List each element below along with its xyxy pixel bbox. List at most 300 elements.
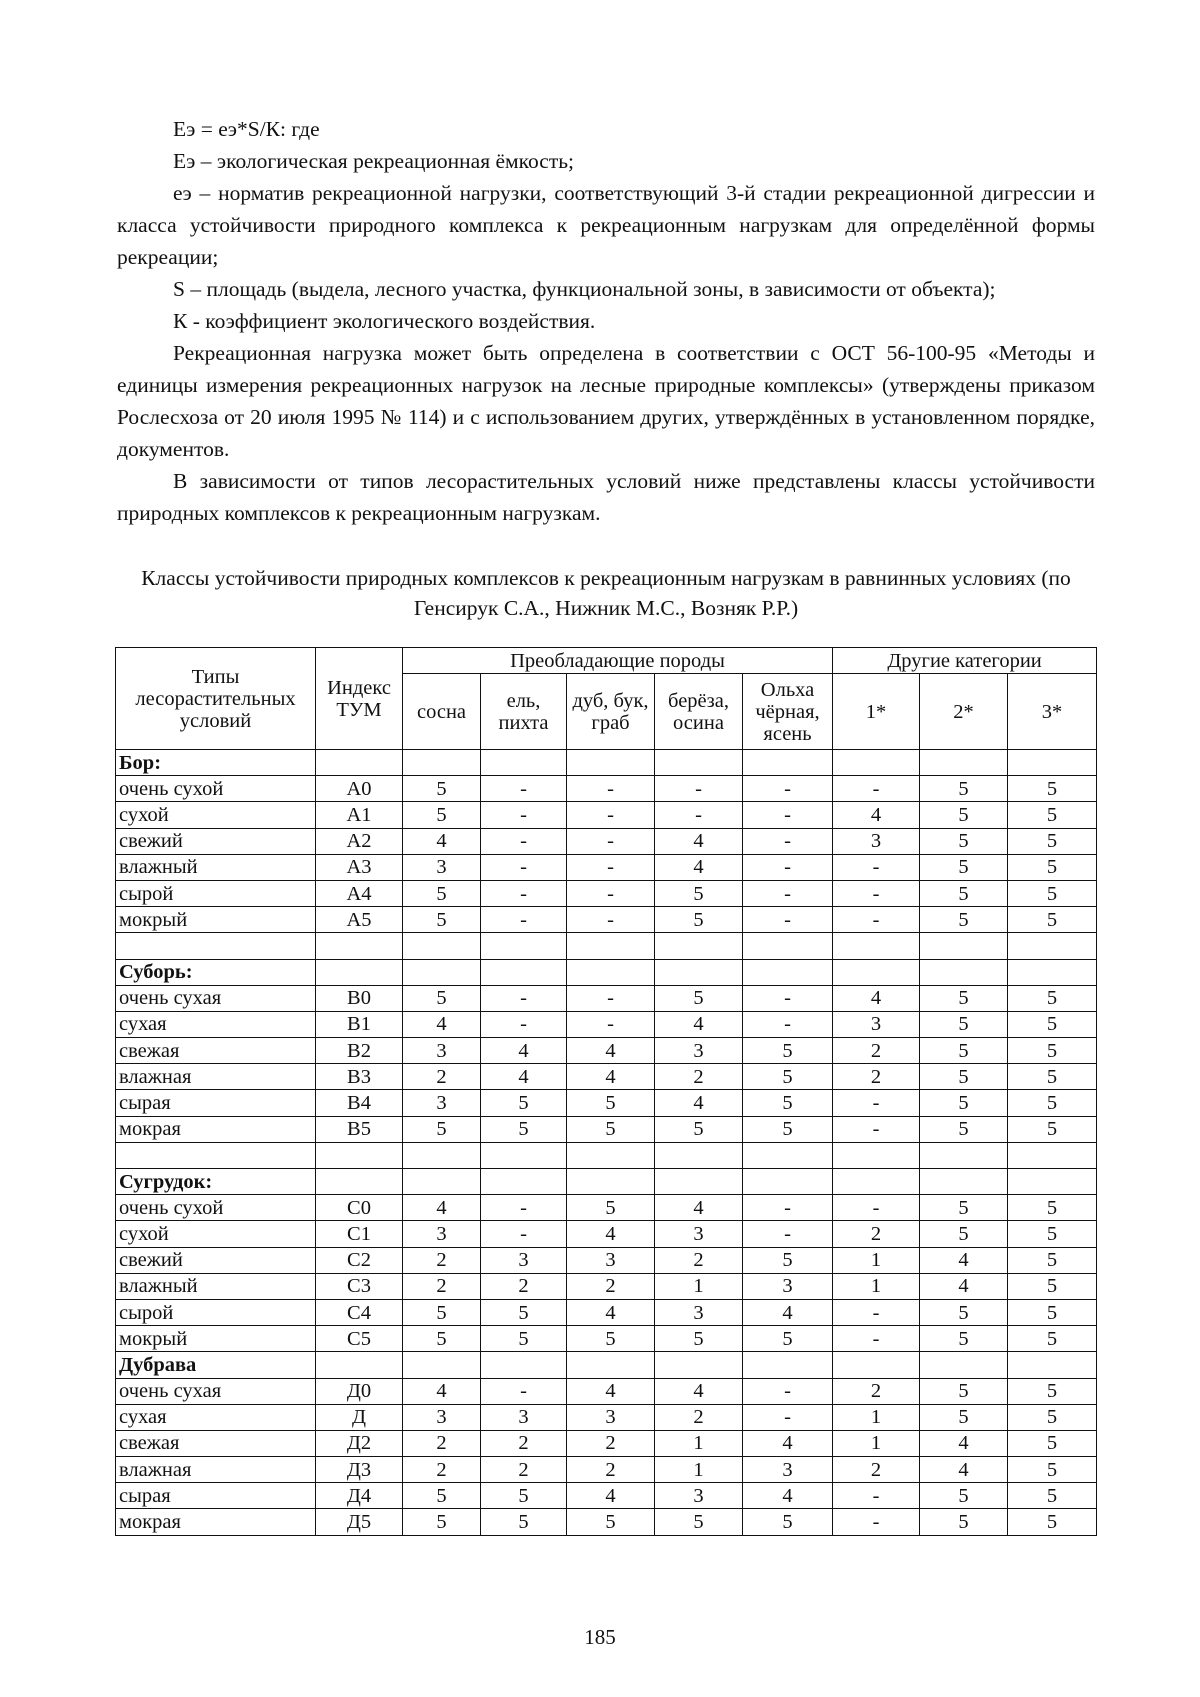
value-cell: 5 xyxy=(567,1195,655,1221)
empty-cell xyxy=(316,1352,403,1378)
value-cell: 2 xyxy=(403,1457,481,1483)
value-cell: 5 xyxy=(1008,1273,1097,1299)
empty-cell xyxy=(567,1352,655,1378)
value-cell: 2 xyxy=(567,1430,655,1456)
value-cell: 5 xyxy=(481,1090,567,1116)
value-cell: 5 xyxy=(743,1509,833,1535)
value-cell: - xyxy=(481,985,567,1011)
stability-classes-table xyxy=(115,647,1097,1536)
value-cell: 2 xyxy=(481,1273,567,1299)
value-cell: 2 xyxy=(833,1064,920,1090)
value-cell: 4 xyxy=(655,1195,743,1221)
value-cell: - xyxy=(743,776,833,802)
value-cell: - xyxy=(481,880,567,906)
value-cell: - xyxy=(743,828,833,854)
row-index: В1 xyxy=(316,1011,403,1037)
value-cell: 4 xyxy=(655,1011,743,1037)
row-name: очень сухая xyxy=(116,985,316,1011)
value-cell: 5 xyxy=(920,802,1008,828)
value-cell: 3 xyxy=(567,1247,655,1273)
value-cell: - xyxy=(833,1090,920,1116)
value-cell: 5 xyxy=(481,1483,567,1509)
value-cell: 5 xyxy=(481,1509,567,1535)
value-cell: - xyxy=(481,776,567,802)
value-cell: 4 xyxy=(655,828,743,854)
value-cell: 5 xyxy=(1008,1430,1097,1456)
value-cell: 4 xyxy=(743,1430,833,1456)
empty-cell xyxy=(316,933,403,959)
empty-cell xyxy=(655,750,743,776)
value-cell: 3 xyxy=(655,1038,743,1064)
value-cell: 3 xyxy=(481,1404,567,1430)
row-index: Д4 xyxy=(316,1483,403,1509)
row-index: А0 xyxy=(316,776,403,802)
value-cell: - xyxy=(481,1221,567,1247)
row-name: свежий xyxy=(116,828,316,854)
value-cell: 3 xyxy=(567,1404,655,1430)
value-cell: 5 xyxy=(920,828,1008,854)
table-row xyxy=(116,1378,1097,1404)
value-cell: 5 xyxy=(1008,1090,1097,1116)
value-cell: 4 xyxy=(655,1090,743,1116)
value-cell: 5 xyxy=(655,1509,743,1535)
value-cell: 3 xyxy=(655,1483,743,1509)
row-name: свежий xyxy=(116,1247,316,1273)
value-cell: 5 xyxy=(403,1483,481,1509)
row-name: сырая xyxy=(116,1090,316,1116)
value-cell: - xyxy=(833,776,920,802)
table-row xyxy=(116,1509,1097,1535)
value-cell: 3 xyxy=(481,1247,567,1273)
value-cell: 5 xyxy=(655,1326,743,1352)
value-cell: 5 xyxy=(1008,1038,1097,1064)
value-cell: 3 xyxy=(743,1457,833,1483)
empty-cell xyxy=(655,1142,743,1168)
empty-cell xyxy=(920,1142,1008,1168)
value-cell: - xyxy=(743,1404,833,1430)
group-name: Дубрава xyxy=(116,1352,316,1378)
value-cell: - xyxy=(743,907,833,933)
empty-cell xyxy=(743,750,833,776)
empty-cell xyxy=(403,1352,481,1378)
row-index: Д0 xyxy=(316,1378,403,1404)
header-group-other: Другие категории xyxy=(833,648,1097,674)
value-cell: 3 xyxy=(833,1011,920,1037)
value-cell: 5 xyxy=(1008,1064,1097,1090)
group-name: Суборь: xyxy=(116,959,316,985)
value-cell: 3 xyxy=(403,1090,481,1116)
value-cell: 5 xyxy=(1008,1221,1097,1247)
row-index: А5 xyxy=(316,907,403,933)
value-cell: 5 xyxy=(1008,1404,1097,1430)
row-index: С5 xyxy=(316,1326,403,1352)
value-cell: - xyxy=(481,828,567,854)
value-cell: 4 xyxy=(481,1064,567,1090)
value-cell: 5 xyxy=(743,1038,833,1064)
value-cell: - xyxy=(833,1483,920,1509)
value-cell: 5 xyxy=(920,1011,1008,1037)
value-cell: 1 xyxy=(655,1430,743,1456)
row-index: С1 xyxy=(316,1221,403,1247)
value-cell: 4 xyxy=(655,854,743,880)
value-cell: 5 xyxy=(403,1299,481,1325)
value-cell: 5 xyxy=(920,1404,1008,1430)
empty-cell xyxy=(655,1169,743,1195)
table-row xyxy=(116,1090,1097,1116)
value-cell: 5 xyxy=(920,1038,1008,1064)
value-cell: 5 xyxy=(920,1195,1008,1221)
empty-cell xyxy=(1008,959,1097,985)
value-cell: 5 xyxy=(481,1326,567,1352)
value-cell: 5 xyxy=(920,907,1008,933)
definition-ee: Еэ – экологическая рекреационная ёмкость; xyxy=(173,149,574,173)
value-cell: 5 xyxy=(567,1509,655,1535)
value-cell: 4 xyxy=(567,1299,655,1325)
empty-cell xyxy=(567,959,655,985)
row-name: сухой xyxy=(116,1221,316,1247)
value-cell: 5 xyxy=(1008,1247,1097,1273)
empty-cell xyxy=(316,959,403,985)
value-cell: 5 xyxy=(743,1090,833,1116)
empty-cell xyxy=(116,933,316,959)
row-name: влажная xyxy=(116,1457,316,1483)
row-name: влажный xyxy=(116,854,316,880)
table-row xyxy=(116,1221,1097,1247)
group-header-row xyxy=(116,750,1097,776)
value-cell: 5 xyxy=(743,1116,833,1142)
table-row xyxy=(116,1011,1097,1037)
value-cell: 5 xyxy=(1008,1378,1097,1404)
value-cell: 5 xyxy=(403,802,481,828)
group-header-row xyxy=(116,1352,1097,1378)
value-cell: - xyxy=(481,907,567,933)
value-cell: 5 xyxy=(403,1326,481,1352)
empty-cell xyxy=(567,1169,655,1195)
value-cell: 1 xyxy=(833,1430,920,1456)
table-row xyxy=(116,1457,1097,1483)
value-cell: 4 xyxy=(403,1378,481,1404)
value-cell: 5 xyxy=(920,985,1008,1011)
value-cell: 5 xyxy=(920,1090,1008,1116)
value-cell: - xyxy=(833,880,920,906)
table-row xyxy=(116,802,1097,828)
row-name: свежая xyxy=(116,1430,316,1456)
table-row xyxy=(116,1404,1097,1430)
value-cell: 4 xyxy=(743,1299,833,1325)
value-cell: 5 xyxy=(1008,854,1097,880)
definition-k: К - коэффициент экологического воздействия. xyxy=(173,309,596,333)
row-index: С3 xyxy=(316,1273,403,1299)
value-cell: - xyxy=(567,776,655,802)
row-name: сухой xyxy=(116,802,316,828)
value-cell: - xyxy=(743,854,833,880)
value-cell: 5 xyxy=(1008,802,1097,828)
value-cell: - xyxy=(567,985,655,1011)
body-text xyxy=(117,113,1095,529)
table-row xyxy=(116,1247,1097,1273)
row-index: А4 xyxy=(316,880,403,906)
row-name: мокрый xyxy=(116,1326,316,1352)
table-row xyxy=(116,854,1097,880)
value-cell: - xyxy=(833,854,920,880)
value-cell: - xyxy=(833,907,920,933)
value-cell: 4 xyxy=(403,1011,481,1037)
row-index: Д2 xyxy=(316,1430,403,1456)
value-cell: 5 xyxy=(655,1116,743,1142)
value-cell: 5 xyxy=(1008,1299,1097,1325)
header-species-4: Ольха чёрная, ясень xyxy=(743,674,833,750)
row-index: А3 xyxy=(316,854,403,880)
empty-cell xyxy=(567,750,655,776)
value-cell: 2 xyxy=(567,1457,655,1483)
empty-cell xyxy=(316,750,403,776)
value-cell: - xyxy=(833,1116,920,1142)
value-cell: 5 xyxy=(655,907,743,933)
group-name: Сугрудок: xyxy=(116,1169,316,1195)
value-cell: 5 xyxy=(920,1483,1008,1509)
empty-cell xyxy=(1008,1142,1097,1168)
empty-cell xyxy=(1008,933,1097,959)
value-cell: - xyxy=(743,1011,833,1037)
header-other-1: 2* xyxy=(920,674,1008,750)
group-header-row xyxy=(116,1169,1097,1195)
value-cell: 1 xyxy=(655,1273,743,1299)
value-cell: 5 xyxy=(1008,1116,1097,1142)
value-cell: - xyxy=(743,802,833,828)
value-cell: - xyxy=(481,802,567,828)
empty-cell xyxy=(1008,750,1097,776)
value-cell: 5 xyxy=(567,1116,655,1142)
value-cell: 5 xyxy=(1008,828,1097,854)
header-types: Типы лесорастительных условий xyxy=(116,648,316,750)
value-cell: - xyxy=(743,880,833,906)
paragraph-intro: В зависимости от типов лесорастительных условий ниже представлены классы устойчивости природных комплексов к рекреационным нагрузкам. xyxy=(117,469,1095,525)
empty-cell xyxy=(1008,1352,1097,1378)
empty-cell xyxy=(403,1169,481,1195)
row-name: сухая xyxy=(116,1011,316,1037)
value-cell: 5 xyxy=(920,880,1008,906)
value-cell: 4 xyxy=(403,828,481,854)
value-cell: 5 xyxy=(1008,880,1097,906)
value-cell: - xyxy=(655,802,743,828)
table-row xyxy=(116,1064,1097,1090)
group-name: Бор: xyxy=(116,750,316,776)
value-cell: 5 xyxy=(481,1299,567,1325)
value-cell: 5 xyxy=(567,1326,655,1352)
value-cell: 4 xyxy=(567,1038,655,1064)
value-cell: 3 xyxy=(403,854,481,880)
value-cell: 2 xyxy=(567,1273,655,1299)
row-name: сырой xyxy=(116,1299,316,1325)
value-cell: 5 xyxy=(655,985,743,1011)
row-index: С0 xyxy=(316,1195,403,1221)
row-name: влажная xyxy=(116,1064,316,1090)
empty-cell xyxy=(833,1352,920,1378)
row-name: мокрая xyxy=(116,1509,316,1535)
header-species-3: берёза, осина xyxy=(655,674,743,750)
empty-cell xyxy=(833,959,920,985)
empty-cell xyxy=(481,1352,567,1378)
row-name: свежая xyxy=(116,1038,316,1064)
value-cell: 2 xyxy=(655,1404,743,1430)
empty-cell xyxy=(403,959,481,985)
value-cell: 4 xyxy=(567,1221,655,1247)
value-cell: 5 xyxy=(481,1116,567,1142)
empty-cell xyxy=(567,933,655,959)
empty-cell xyxy=(655,959,743,985)
value-cell: 5 xyxy=(920,1299,1008,1325)
row-name: сухая xyxy=(116,1404,316,1430)
definition-s: S – площадь (выдела, лесного участка, функциональной зоны, в зависимости от объекта); xyxy=(173,277,996,301)
value-cell: 3 xyxy=(403,1038,481,1064)
value-cell: - xyxy=(567,828,655,854)
empty-cell xyxy=(481,1169,567,1195)
value-cell: 4 xyxy=(481,1038,567,1064)
value-cell: 4 xyxy=(833,985,920,1011)
empty-cell xyxy=(481,933,567,959)
value-cell: - xyxy=(567,1011,655,1037)
empty-cell xyxy=(833,1169,920,1195)
value-cell: 5 xyxy=(920,776,1008,802)
empty-cell xyxy=(920,1352,1008,1378)
value-cell: 4 xyxy=(567,1483,655,1509)
header-species-0: сосна xyxy=(403,674,481,750)
value-cell: 2 xyxy=(403,1064,481,1090)
value-cell: 5 xyxy=(920,1221,1008,1247)
spacer-row xyxy=(116,933,1097,959)
row-index: А2 xyxy=(316,828,403,854)
header-group-species: Преобладающие породы xyxy=(403,648,833,674)
empty-cell xyxy=(743,933,833,959)
empty-cell xyxy=(316,1142,403,1168)
page-number: 185 xyxy=(584,1625,616,1649)
table-row xyxy=(116,1483,1097,1509)
value-cell: 3 xyxy=(403,1221,481,1247)
value-cell: 5 xyxy=(1008,1326,1097,1352)
value-cell: 4 xyxy=(920,1273,1008,1299)
value-cell: - xyxy=(567,880,655,906)
empty-cell xyxy=(403,750,481,776)
value-cell: 2 xyxy=(403,1247,481,1273)
empty-cell xyxy=(833,933,920,959)
row-index: С2 xyxy=(316,1247,403,1273)
empty-cell xyxy=(403,1142,481,1168)
empty-cell xyxy=(403,933,481,959)
empty-cell xyxy=(833,1142,920,1168)
definition-e: еэ – норматив рекреационной нагрузки, соответствующий 3-й стадии рекреационной дигрессии и класса устойчивости природного комплекса к рекреационным нагрузкам для определённой формы рекреации; xyxy=(117,181,1095,269)
value-cell: 2 xyxy=(833,1378,920,1404)
value-cell: 5 xyxy=(920,1509,1008,1535)
value-cell: 5 xyxy=(1008,776,1097,802)
row-name: сырая xyxy=(116,1483,316,1509)
value-cell: 4 xyxy=(833,802,920,828)
value-cell: 2 xyxy=(833,1457,920,1483)
empty-cell xyxy=(481,959,567,985)
value-cell: 5 xyxy=(920,854,1008,880)
value-cell: 5 xyxy=(743,1247,833,1273)
value-cell: 5 xyxy=(567,1090,655,1116)
value-cell: 3 xyxy=(833,828,920,854)
table-row xyxy=(116,985,1097,1011)
row-index: В5 xyxy=(316,1116,403,1142)
row-index: С4 xyxy=(316,1299,403,1325)
empty-cell xyxy=(655,1352,743,1378)
row-name: сырой xyxy=(116,880,316,906)
table-row xyxy=(116,1299,1097,1325)
value-cell: 5 xyxy=(743,1064,833,1090)
paragraph-load: Рекреационная нагрузка может быть определена в соответствии с ОСТ 56-100-95 «Методы и единицы измерения рекреационных нагрузок на лесные природные комплексы» (утверждены приказом Рослесхоза от 20 июля 1995 № 114) и с использованием других, утверждённых в установленном порядке, документов. xyxy=(117,341,1095,461)
group-header-row xyxy=(116,959,1097,985)
value-cell: 4 xyxy=(403,1195,481,1221)
value-cell: 4 xyxy=(743,1483,833,1509)
empty-cell xyxy=(833,750,920,776)
row-name: очень сухая xyxy=(116,1378,316,1404)
row-index: В4 xyxy=(316,1090,403,1116)
value-cell: - xyxy=(743,1195,833,1221)
value-cell: 4 xyxy=(920,1247,1008,1273)
value-cell: - xyxy=(833,1195,920,1221)
value-cell: - xyxy=(567,907,655,933)
header-species-1: ель, пихта xyxy=(481,674,567,750)
row-name: мокрая xyxy=(116,1116,316,1142)
row-name: очень сухой xyxy=(116,776,316,802)
empty-cell xyxy=(481,750,567,776)
value-cell: 1 xyxy=(833,1404,920,1430)
value-cell: - xyxy=(743,1221,833,1247)
value-cell: 4 xyxy=(920,1430,1008,1456)
table-caption: Классы устойчивости природных комплексов к рекреационным нагрузкам в равнинных условиях (по Генсирук С.А., Нижник М.С., Возняк Р.Р.) xyxy=(141,566,1071,620)
value-cell: - xyxy=(743,1378,833,1404)
table-row xyxy=(116,776,1097,802)
empty-cell xyxy=(743,1169,833,1195)
value-cell: 5 xyxy=(1008,1011,1097,1037)
value-cell: 5 xyxy=(403,1509,481,1535)
value-cell: 5 xyxy=(920,1064,1008,1090)
value-cell: 5 xyxy=(655,880,743,906)
row-name: очень сухой xyxy=(116,1195,316,1221)
empty-cell xyxy=(481,1142,567,1168)
value-cell: 5 xyxy=(403,985,481,1011)
value-cell: 2 xyxy=(481,1457,567,1483)
value-cell: 4 xyxy=(567,1378,655,1404)
value-cell: 5 xyxy=(403,1116,481,1142)
value-cell: 5 xyxy=(1008,1195,1097,1221)
value-cell: 2 xyxy=(833,1221,920,1247)
value-cell: - xyxy=(833,1509,920,1535)
value-cell: - xyxy=(481,854,567,880)
empty-cell xyxy=(743,1142,833,1168)
value-cell: - xyxy=(833,1299,920,1325)
value-cell: 2 xyxy=(403,1430,481,1456)
value-cell: 5 xyxy=(1008,1457,1097,1483)
empty-cell xyxy=(743,959,833,985)
value-cell: 5 xyxy=(743,1326,833,1352)
row-index: В3 xyxy=(316,1064,403,1090)
value-cell: 3 xyxy=(403,1404,481,1430)
value-cell: 4 xyxy=(655,1378,743,1404)
value-cell: 5 xyxy=(403,776,481,802)
value-cell: - xyxy=(743,985,833,1011)
empty-cell xyxy=(655,933,743,959)
value-cell: 1 xyxy=(833,1273,920,1299)
value-cell: 2 xyxy=(403,1273,481,1299)
table-row xyxy=(116,1116,1097,1142)
empty-cell xyxy=(743,1352,833,1378)
empty-cell xyxy=(920,750,1008,776)
spacer-row xyxy=(116,1142,1097,1168)
value-cell: 2 xyxy=(655,1064,743,1090)
value-cell: - xyxy=(567,854,655,880)
